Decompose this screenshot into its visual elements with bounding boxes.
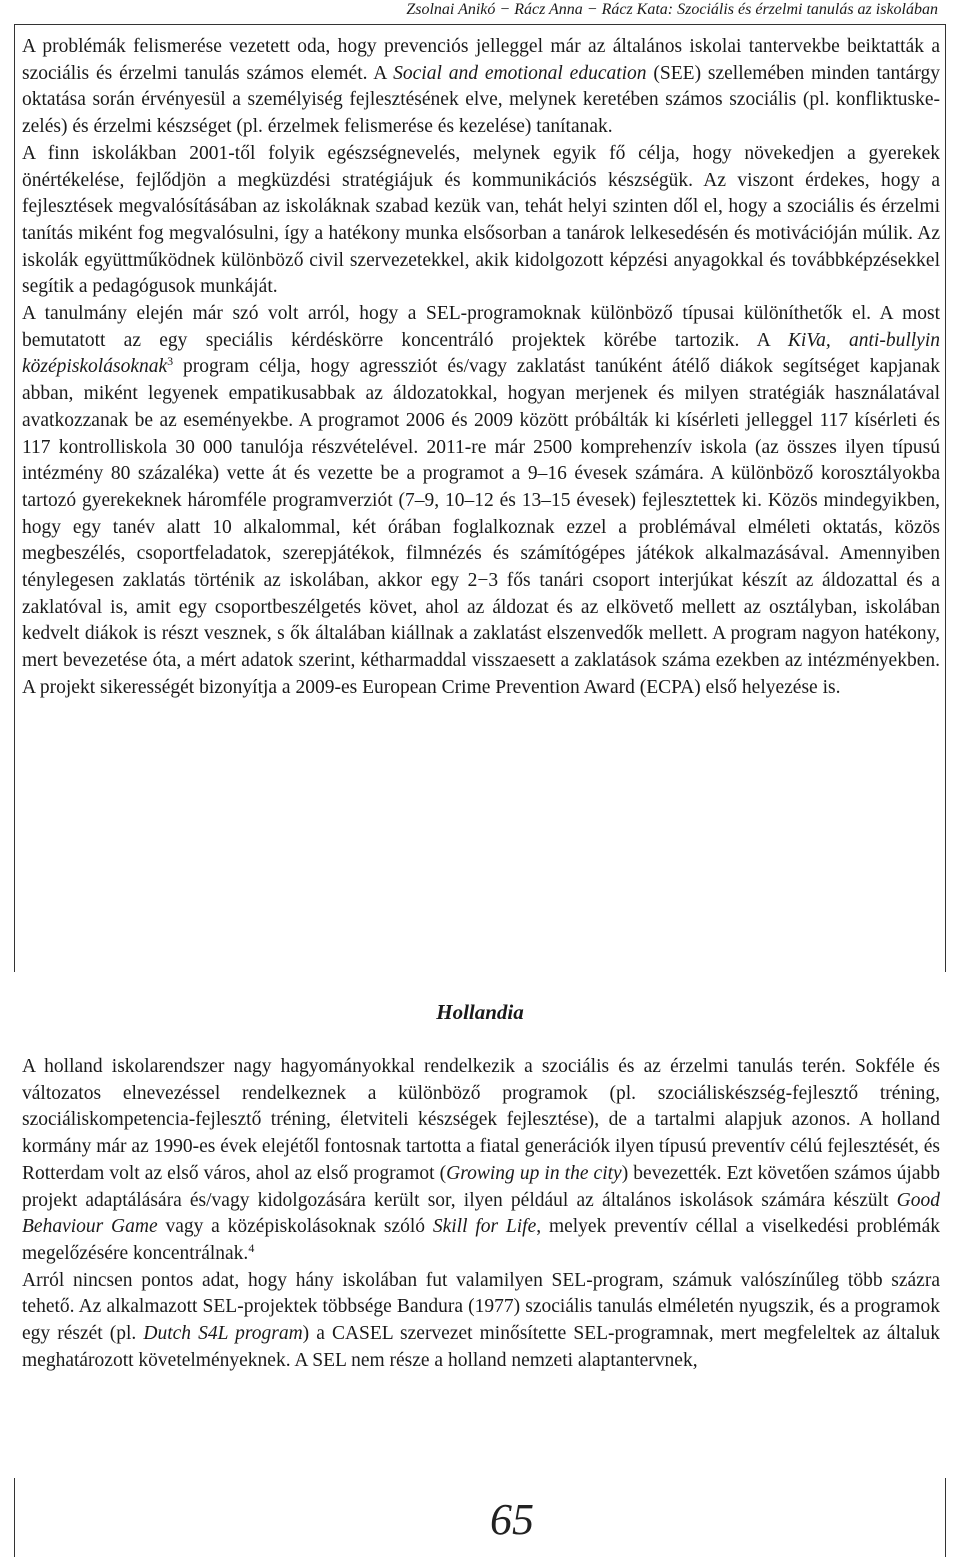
text-span: (SEE) szellemében minden tantárgy oktatása során érvényesül a személyiség fejlesztésének elve, melynek keretében számos szociális (pl. konfliktuskezelés) és érzelmi készséget (pl. érzelmek felismerése és kezelése) tanítanak. — [22, 62, 940, 138]
paragraph-netherlands — [22, 1054, 940, 1268]
page-number: 65 — [490, 1495, 534, 1544]
text-span: A holland iskolarendszer nagy hagyományokkal rendelkezik a szociális és az érzelmi tanulás terén. Sokféle és változatos elnevezéssel rendelkeznek a különböző programok (pl. szociáliskészség-fejlesztő tréning, szociáliskompetencia-fejlesztő tréning, életviteli készségek fejlesztése), de a tartalmi alapjuk azonos. A holland kormány már az 1990-es évek elejétől fontosnak tartotta a fiatal generációk ilyen típusú preventív célú fejlesztését, és Rotterdam volt az első város, ahol az első programot ( — [22, 1056, 940, 1184]
section-title: Hollandia — [436, 1000, 524, 1024]
italic-term: Growing up in the city — [446, 1162, 622, 1184]
text-span: A tanulmány elején már szó volt arról, hogy a SEL-programoknak különböző típusai különíthetők el. A most bemutatott az egy speciális kérdéskörre koncentráló projektek körébe tartozik. A — [22, 303, 940, 351]
italic-term: Skill for Life — [432, 1216, 537, 1238]
footnote-ref[interactable]: 3 — [167, 354, 174, 369]
header-rule — [14, 24, 946, 25]
text-span: , melyek preventív céllal a viselkedési problémák megelőzésére koncentrálnak. — [22, 1216, 940, 1264]
text-span: Arról nincsen pontos adat, hogy hány iskolában fut valamilyen SEL-program, számuk valószínűleg több százra tehető. Az alkalmazott SEL-projektek többsége Bandura (1977) szociális tanulás elméletén nyugszik, és a programok egy részét (pl. — [22, 1269, 940, 1345]
text-span: ) bevezették. Ezt követően számos újabb projekt adaptálására és/vagy kidolgozására került sor, ilyen például az általános iskolások számára készült — [22, 1162, 941, 1211]
paragraph-kiva — [22, 301, 940, 702]
text-span: program célja, hogy agressziót és/vagy zaklatást tanúként átélő diákok segítséget kapjanak abban, miként legyenek empatikusabbak az áldozatokkal, hogyan merjenek és milyen stratégiák használatával avatkozzanak be az eseményekbe. A programot 2006 és 2009 között próbálták ki kísérleti jelleggel 117 kísérleti és 117 kontrolliskola 30 000 tanulója részvételével. 2011-re már 2500 komprehenzív iskola (az összes ilyen típusú intézmény 80 százaléka) vette át és vezette be a programot a 9–16 évesek számára. A különböző korosztályokba tartozó gyerekeknek háromféle programverziót (7–9, 10–12 és 13–15 évesek) fejlesztettek ki. Közös mindegyikben, hogy egy tanév alatt 10 alkalommal, két órában foglalkoznak ezzel a problémával elméleti oktatás, közös megbeszélés, csoportfeladatok, szerepjátékok, filmnézés és számítógépes játékok alkalmazásával. Amennyiben ténylegesen zaklatás történik az iskolában, akkor egy 2−3 fős tanári csoport interjúkat készít az áldozattal és a zaklatóval is, amit egy csoportbeszélgetés követ, ahol az áldozat és az elkövető mellett az osztályban, iskolában kedvelt diákok is részt vesznek, s ők általában kiállnak a zaklatást elszenvedők mellett. A program nagyon hatékony, mert bevezetése óta, a mért adatok szerint, kétharmaddal visszaesett a zaklatások száma ezekben az intézményekben. A projekt sikerességét bizonyítja a 2009-es European Crime Prevention Award (ECPA) első helyezése is. — [22, 356, 940, 698]
text-span: vagy a középiskolásoknak szóló — [157, 1216, 433, 1238]
body-text-top — [22, 34, 940, 702]
paragraph-sel-count — [22, 1268, 940, 1375]
running-head: Zsolnai Anikó − Rácz Anna − Rácz Kata: Szociális és érzelmi tanulás az iskolában — [406, 1, 938, 18]
italic-term: Good Behaviour Game — [22, 1189, 940, 1238]
italic-term: KiVa, anti-bullyin középiskolásoknak — [22, 329, 940, 378]
paragraph-see — [22, 34, 940, 141]
footnote-ref[interactable]: 4 — [248, 1240, 255, 1255]
body-text-bottom — [22, 1054, 940, 1374]
left-margin-rule — [14, 24, 15, 972]
italic-term: Social and emotional education — [393, 62, 647, 84]
paragraph-finland — [22, 141, 940, 301]
right-margin-rule — [945, 24, 946, 972]
text-span: A problémák felismerése vezetett oda, hogy prevenciós jelleggel már az általános iskolai tantervekbe beiktatták a szociális és érzelmi tanulás számos elemét. A — [22, 36, 940, 84]
text-span: ) a CASEL szervezet minősítette SEL-programnak, mert megfeleltek az általuk meghatározott követelményeknek. A SEL nem része a holland nemzeti alaptantervnek, — [22, 1323, 940, 1371]
text-span: A finn iskolákban 2001-től folyik egészségnevelés, melynek egyik fő célja, hogy növekedjen a gyerekek önértékelése, fejlődjön a megküzdési stratégiájuk és kommunikációs készségük. Az viszont érdekes, hogy a fejlesztések megvalósításában az iskoláknak szabad kezük van, tehát helyi szinten dől el, hogy a szociális és érzelmi tanítás miként fog megvalósulni, így a hatékony munka elsősorban a tanárok lelkesedésén és motivációján múlik. Az iskolák együttműködnek különböző civil szervezetekkel, akik kidolgozott képzési anyagokkal és továbbképzésekkel segítik a pedagógusok munkáját. — [22, 142, 940, 298]
italic-term: Dutch S4L program — [143, 1323, 303, 1345]
